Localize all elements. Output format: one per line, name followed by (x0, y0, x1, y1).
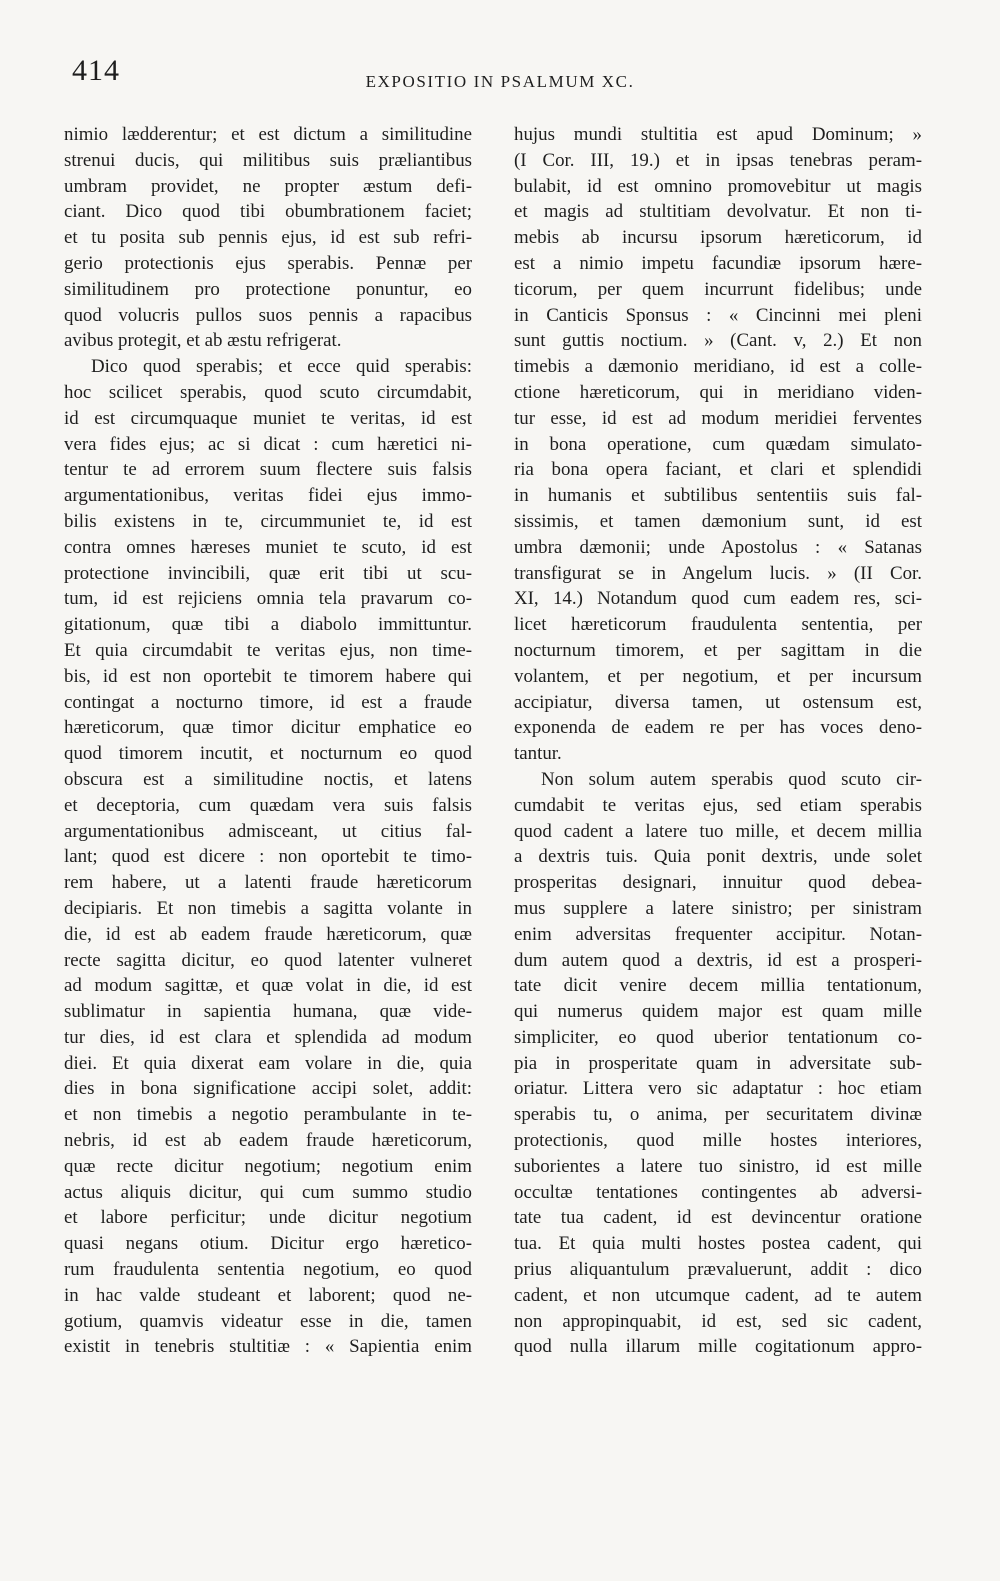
text-line: transfigurat se in Angelum lucis. » (II Cor. (514, 562, 922, 584)
text-line: qui numerus quidem major est quam mille (514, 1001, 922, 1023)
text-line: prius aliquantulum prævaluerunt, addit : dico (514, 1259, 922, 1281)
text-line: umbra dæmonii; unde Apostolus : « Satanas (514, 536, 922, 558)
text-line: enim adversitas frequenter accipitur. Notan- (514, 923, 922, 945)
text-line: gitationum, quæ tibi a diabolo immittuntur. (64, 614, 472, 636)
text-line: XI, 14.) Notandum quod cum eadem res, sci- (514, 588, 922, 610)
text-line: (I Cor. III, 19.) et in ipsas tenebras peram- (514, 149, 922, 171)
text-line: in Canticis Sponsus : « Cincinni mei pleni (514, 304, 922, 326)
text-line: sissimis, et tamen dæmonium sunt, id est (514, 510, 922, 532)
left-column (64, 122, 472, 1360)
paragraph (64, 354, 472, 1360)
text-line: quod cadent a latere tuo mille, et decem millia (514, 820, 922, 842)
text-line: vera fides ejus; ac si dicat : cum hæretici ni- (64, 433, 472, 455)
text-line: umbram providet, ne propter æstum defi- (64, 175, 472, 197)
text-line: tur esse, id est ad modum meridiei ferventes (514, 407, 922, 429)
text-line: quod volucris pullos suos pennis a rapacibus (64, 304, 472, 326)
text-line: quod timorem incutit, et nocturnum eo quod (64, 743, 472, 765)
text-line: recte sagitta dicitur, eo quod latenter vulneret (64, 949, 472, 971)
text-line: oriatur. Littera vero sic adaptatur : hoc etiam (514, 1078, 922, 1100)
text-line: in humanis et subtilibus sententiis suis fal- (514, 485, 922, 507)
text-line: Non solum autem sperabis quod scuto cir- (541, 768, 922, 790)
text-line: tate tua cadent, id est devincentur oratione (514, 1207, 922, 1229)
text-line: nocturnum timorem, et per sagittam in die (514, 639, 922, 661)
text-line: sunt guttis noctium. » (Cant. v, 2.) Et non (514, 330, 922, 352)
text-line: tantur. (514, 743, 562, 765)
text-line: tur dies, id est clara et splendida ad modum (64, 1026, 472, 1048)
text-line: Et quia circumdabit te veritas ejus, non time- (64, 639, 472, 661)
text-line: contra omnes hæreses muniet te scuto, id est (64, 536, 472, 558)
text-line: existit in tenebris stultitiæ : « Sapientia enim (64, 1336, 472, 1358)
text-line: gerio protectionis ejus sperabis. Pennæ per (64, 252, 472, 274)
text-line: et labore perficitur; unde dicitur negotium (64, 1207, 472, 1229)
text-line: decipiaris. Et non timebis a sagitta volante in (64, 897, 472, 919)
text-line: bulabit, id est omnino promovebitur ut magis (514, 175, 922, 197)
text-line: accipiatur, diversa tamen, ut ostensum est, (514, 691, 922, 713)
text-line: non appropinquabit, id est, sed sic cadent, (514, 1310, 922, 1332)
text-line: contingat a nocturno timore, id est a fraude (64, 691, 472, 713)
text-line: est a nimio impetu facundiæ ipsorum hære- (514, 252, 922, 274)
text-line: ria bona opera faciant, et clari et splendidi (514, 459, 922, 481)
text-line: et magis ad stultitiam devolvatur. Et non ti- (514, 201, 922, 223)
text-line: avibus protegit, et ab æstu refrigerat. (64, 330, 342, 352)
text-line: ad modum sagittæ, et quæ volat in die, id est (64, 975, 472, 997)
text-line: prosperitas designari, innuitur quod debea- (514, 872, 922, 894)
text-line: nebris, id est ab eadem fraude hæreticorum, (64, 1130, 472, 1152)
text-line: actus aliquis dicitur, qui cum summo studio (64, 1181, 472, 1203)
text-line: licet hæreticorum fraudulenta sententia, per (514, 614, 922, 636)
text-line: similitudinem pro protectione ponuntur, eo (64, 278, 472, 300)
text-line: argumentationibus admisceant, ut citius fal- (64, 820, 472, 842)
paragraph (514, 122, 922, 767)
text-line: argumentationibus, veritas fidei ejus immo- (64, 485, 472, 507)
text-line: et non timebis a negotio perambulante in te- (64, 1104, 472, 1126)
text-line: quæ recte dicitur negotium; negotium enim (64, 1155, 472, 1177)
text-line: et tu posita sub pennis ejus, id est sub refri- (64, 227, 472, 249)
text-line: protectione invincibili, quæ erit tibi ut scu- (64, 562, 472, 584)
text-line: bilis existens in te, circummuniet te, id est (64, 510, 472, 532)
running-title: EXPOSITIO IN PSALMUM XC. (365, 72, 635, 91)
text-line: in bona operatione, cum quædam simulato- (514, 433, 922, 455)
text-line: Dico quod sperabis; et ecce quid sperabis: (91, 356, 472, 378)
text-line: exponenda de eadem re per has voces deno- (514, 717, 922, 739)
text-line: dies in bona significatione accipi solet, addit: (64, 1078, 472, 1100)
text-line: bis, id est non oportebit te timorem habere qui (64, 665, 472, 687)
text-line: suborientes a latere tuo sinistro, id est mille (514, 1155, 922, 1177)
text-line: tum, id est rejiciens omnia tela pravarum co- (64, 588, 472, 610)
text-line: a dextris tuis. Quia ponit dextris, unde solet (514, 846, 922, 868)
text-line: id est circumquaque muniet te veritas, id est (64, 407, 472, 429)
text-line: rum fraudulenta sententia negotium, eo quod (64, 1259, 472, 1281)
text-line: obscura est a similitudine noctis, et latens (64, 768, 472, 790)
text-line: mebis ab incursu ipsorum hæreticorum, id (514, 227, 922, 249)
text-line: diei. Et quia dixerat eam volare in die, quia (64, 1052, 472, 1074)
paragraph (64, 122, 472, 354)
text-line: et deceptoria, cum quædam vera suis falsis (64, 794, 472, 816)
text-line: tua. Et quia multi hostes postea cadent, qui (514, 1233, 922, 1255)
text-line: die, id est ab eadem fraude hæreticorum, quæ (64, 923, 472, 945)
text-line: simpliciter, eo quod uberior tentationum co- (514, 1026, 922, 1048)
text-line: quasi negans otium. Dicitur ergo hæretico- (64, 1233, 472, 1255)
text-line: volantem, et per negotium, et per incursum (514, 665, 922, 687)
text-line: sublimatur in sapientia humana, quæ vide- (64, 1001, 472, 1023)
text-line: gotium, quamvis videatur esse in die, tamen (64, 1310, 472, 1332)
text-line: dum autem quod a dextris, id est a prosperi- (514, 949, 922, 971)
page-number: 414 (72, 54, 120, 87)
text-line: nimio lædderentur; et est dictum a similitudine (64, 124, 472, 145)
text-line: quod nulla illarum mille cogitationum appro- (514, 1336, 922, 1358)
text-line: pia in prosperitate quam in adversitate sub- (514, 1052, 922, 1074)
text-line: tentur te ad errorem suum flectere suis falsis (64, 459, 472, 481)
paragraph (514, 767, 922, 1360)
text-line: strenui ducis, qui militibus suis præliantibus (64, 149, 472, 171)
text-line: occultæ tentationes contingentes ab adversi- (514, 1181, 922, 1203)
text-line: hujus mundi stultitia est apud Dominum; » (514, 124, 922, 145)
text-line: protectionis, quod mille hostes interiores, (514, 1130, 922, 1152)
text-line: timebis a dæmonio meridiano, id est a colle- (514, 356, 922, 378)
text-line: ctione hæreticorum, qui in meridiano viden- (514, 381, 922, 403)
text-line: in hac valde studeant et laborent; quod ne- (64, 1284, 472, 1306)
text-line: lant; quod est dicere : non oportebit te timo- (64, 846, 472, 868)
text-line: sperabis tu, o anima, per securitatem divinæ (514, 1104, 922, 1126)
text-line: tate dicit venire decem millia tentationum, (514, 975, 922, 997)
text-line: cumdabit te veritas ejus, sed etiam sperabis (514, 794, 922, 816)
text-line: hæreticorum, quæ timor dicitur emphatice eo (64, 717, 472, 739)
right-column (514, 122, 922, 1360)
text-line: ticorum, per quem incurrunt fidelibus; unde (514, 278, 922, 300)
text-line: cadent, et non utcumque cadent, ad te autem (514, 1284, 922, 1306)
text-line: rem habere, ut a latenti fraude hæreticorum (64, 872, 472, 894)
text-line: mus supplere a latere sinistro; per sinistram (514, 897, 922, 919)
text-line: ciant. Dico quod tibi obumbrationem faciet; (64, 201, 472, 223)
text-line: hoc scilicet sperabis, quod scuto circumdabit, (64, 381, 472, 403)
